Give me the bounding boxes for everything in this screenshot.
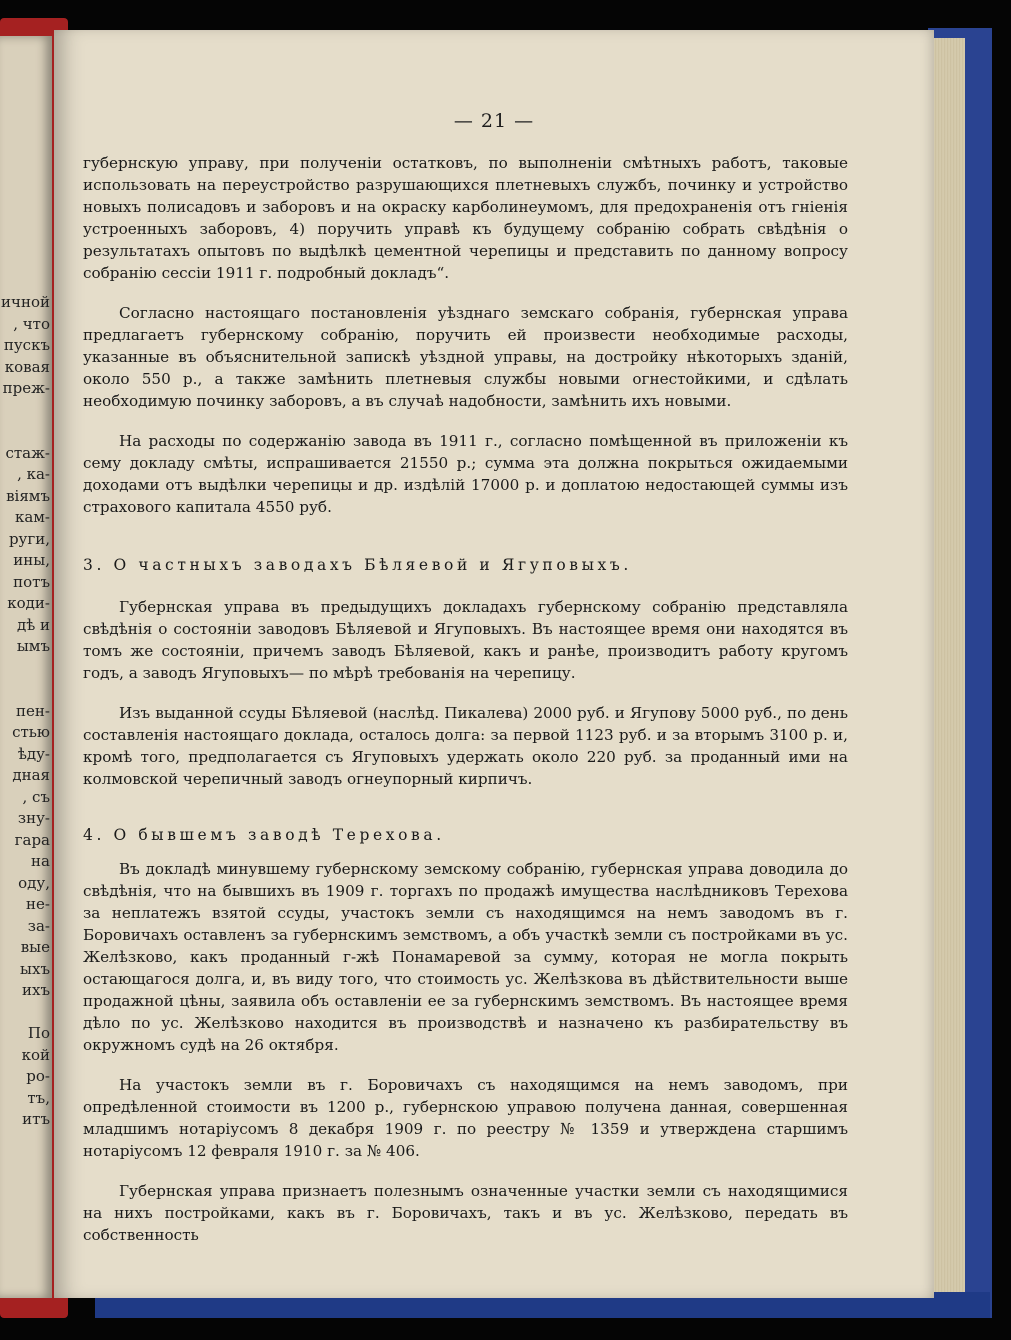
left-page-fragment — [0, 421, 50, 443]
left-page-fragment: зну- — [17, 809, 50, 827]
left-page-fragment: руги, — [8, 529, 50, 548]
paragraph: Губернская управа въ предыдущихъ докладахъ губернскому собранію представляла свѣдѣнія о состояніи заводовъ Бѣляевой и Ягуповыхъ. Въ настоящее время они находятся въ томъ же состояніи, причемъ заводъ Бѣляевой, какъ и ранѣе, производитъ работу кругомъ годъ, а заводъ Ягуповыхъ— по мѣрѣ требованія на черепицу. — [83, 598, 848, 682]
left-page-fragment: ро- — [26, 1067, 50, 1085]
left-page-fragment: гара — [14, 830, 50, 849]
left-page-fragment: за- — [27, 916, 50, 935]
document-page — [54, 30, 934, 1298]
left-page-fragment: дѣ и — [16, 615, 50, 634]
paragraph: На расходы по содержанію завода въ 1911 г., согласно помѣщенной въ приложеніи къ сему докладу смѣты, испрашивается 21550 р.; сумма эта должна покрыться ожидаемыми доходами отъ выдѣлки черепицы и др. издѣлій 17000 р. и доплатою недостающей суммы изъ страхового капитала 4550 руб. — [83, 432, 848, 516]
left-page-fragment: стью — [12, 723, 50, 741]
paragraph: На участокъ земли въ г. Боровичахъ съ находящимся на немъ заводомъ, при опредѣленной стоимости въ 1200 р., губернскою управою получена данная, совершенная младшимъ нотаріусомъ 8 декабря 1909 г. по реестру № 1359 и утверждена старшимъ нотаріусомъ 12 февраля 1910 г. за № 406. — [83, 1076, 848, 1160]
paragraph: Изъ выданной ссуды Бѣляевой (наслѣд. Пикалева) 2000 руб. и Ягупову 5000 руб., по день составленія настоящаго доклада, осталось долга: за первой 1123 руб. и за вторымъ 3100 р. и, кромѣ того, предполагается съ Ягуповыхъ удержать около 220 руб. за проданный ими на колмовской черепичный заводъ огнеупорный кирпичъ. — [83, 704, 848, 788]
left-page-fragment: ѣду- — [17, 744, 50, 763]
page-number: — 21 — — [453, 110, 535, 132]
left-page-fragment: кой — [21, 1045, 50, 1064]
left-page-fragment: ыхъ — [20, 959, 50, 978]
left-page-text-fragments — [0, 292, 52, 1131]
left-page-fragment: итъ — [22, 1110, 50, 1128]
left-page-fragment — [0, 400, 50, 422]
left-page-fragment: , что — [13, 314, 50, 333]
body-text — [83, 152, 848, 1246]
left-page-fragment: ковая — [4, 357, 50, 376]
left-page-fragment: дная — [12, 766, 50, 784]
left-page-fragment: ичной — [1, 293, 50, 311]
page-stack-edges — [930, 38, 965, 1300]
left-page-fragment: потъ — [13, 572, 50, 591]
left-page-fragment: кам- — [14, 508, 50, 526]
left-page-fragment: преж- — [2, 379, 50, 397]
section-heading-3: 3. О частныхъ заводахъ Бѣляевой и Ягуповыхъ. — [83, 556, 632, 574]
left-page-fragment: коди- — [7, 594, 50, 612]
section-heading-4: 4. О бывшемъ заводѣ Терехова. — [83, 826, 445, 844]
left-page-fragment: , съ — [22, 787, 50, 806]
left-page-fragment: пускъ — [3, 336, 50, 354]
left-page-fragment: оду, — [18, 873, 50, 892]
paragraph: губернскую управу, при полученіи остатковъ, по выполненіи смѣтныхъ работъ, таковые использовать на переустройство разрушающихся плетневыхъ службъ, починку и устройство новыхъ полисадовъ и заборовъ и на окраску карболинеумомъ, для предохраненія отъ гніенія устроенныхъ заборовъ, 4) поручить управѣ къ будущему собранію собрать свѣдѣнія о результатахъ опытовъ по выдѣлкѣ цементной черепицы и представить по данному вопросу собранію сессіи 1911 г. подробный докладъ“. — [83, 154, 848, 282]
left-page-edge — [0, 36, 52, 1298]
left-page-fragment: на — [31, 852, 50, 870]
left-page-fragment: ины, — [13, 551, 50, 569]
paragraph: Согласно настоящаго постановленія уѣзднаго земскаго собранія, губернская управа предлагаетъ губернскому собранію, поручить ей произвести необходимые расходы, указанные въ объяснительной запискѣ уѣздной управы, на достройку нѣкоторыхъ зданій, около 550 р., а также замѣнить плетневыя службы новыми огнестойкими, и сдѣлать необходимую починку заборовъ, а въ случаѣ надобности, замѣнить ихъ новыми. — [83, 304, 848, 410]
left-page-fragment: стаж- — [5, 443, 50, 462]
left-page-fragment — [0, 1002, 50, 1024]
left-page-fragment: вые — [20, 938, 50, 956]
left-page-fragment: ымъ — [16, 637, 50, 655]
left-page-fragment: ихъ — [21, 981, 50, 999]
left-page-fragment: тъ, — [27, 1088, 50, 1107]
paragraph: Въ докладѣ минувшему губернскому земскому собранію, губернская управа доводила до свѣдѣнія, что на бывшихъ въ 1909 г. торгахъ по продажѣ имущества наслѣдниковъ Терехова за неплатежъ взятой ссуды, участокъ земли съ находящимся на немъ заводомъ въ г. Боровичахъ оставленъ за губернскимъ земствомъ, а объ участкѣ земли съ постройками въ ус. Желѣзково, какъ проданный г-жѣ Понамаревой за сумму, которая не могла покрыть остающагося долга, и, въ виду того, что стоимость ус. Желѣзкова въ дѣйствительности выше продажной цѣны, заявила объ оставленіи ее за губернскимъ земствомъ. Въ настоящее время дѣло по ус. Желѣзково находится въ производствѣ и назначено къ разбирательству въ окружномъ судѣ на 26 октября. — [83, 860, 848, 1054]
left-page-fragment: , ка- — [17, 465, 50, 483]
paragraph: Губернская управа признаетъ полезнымъ означенные участки земли съ находящимися на нихъ постройками, какъ въ г. Боровичахъ, такъ и въ ус. Желѣзково, передать въ собственность — [83, 1182, 848, 1244]
left-page-fragment — [0, 658, 50, 680]
left-page-fragment — [0, 679, 50, 701]
left-page-fragment: пен- — [16, 701, 50, 720]
left-page-fragment: По — [27, 1024, 50, 1042]
left-page-fragment: віямъ — [6, 486, 50, 505]
left-page-fragment: не- — [26, 895, 50, 913]
